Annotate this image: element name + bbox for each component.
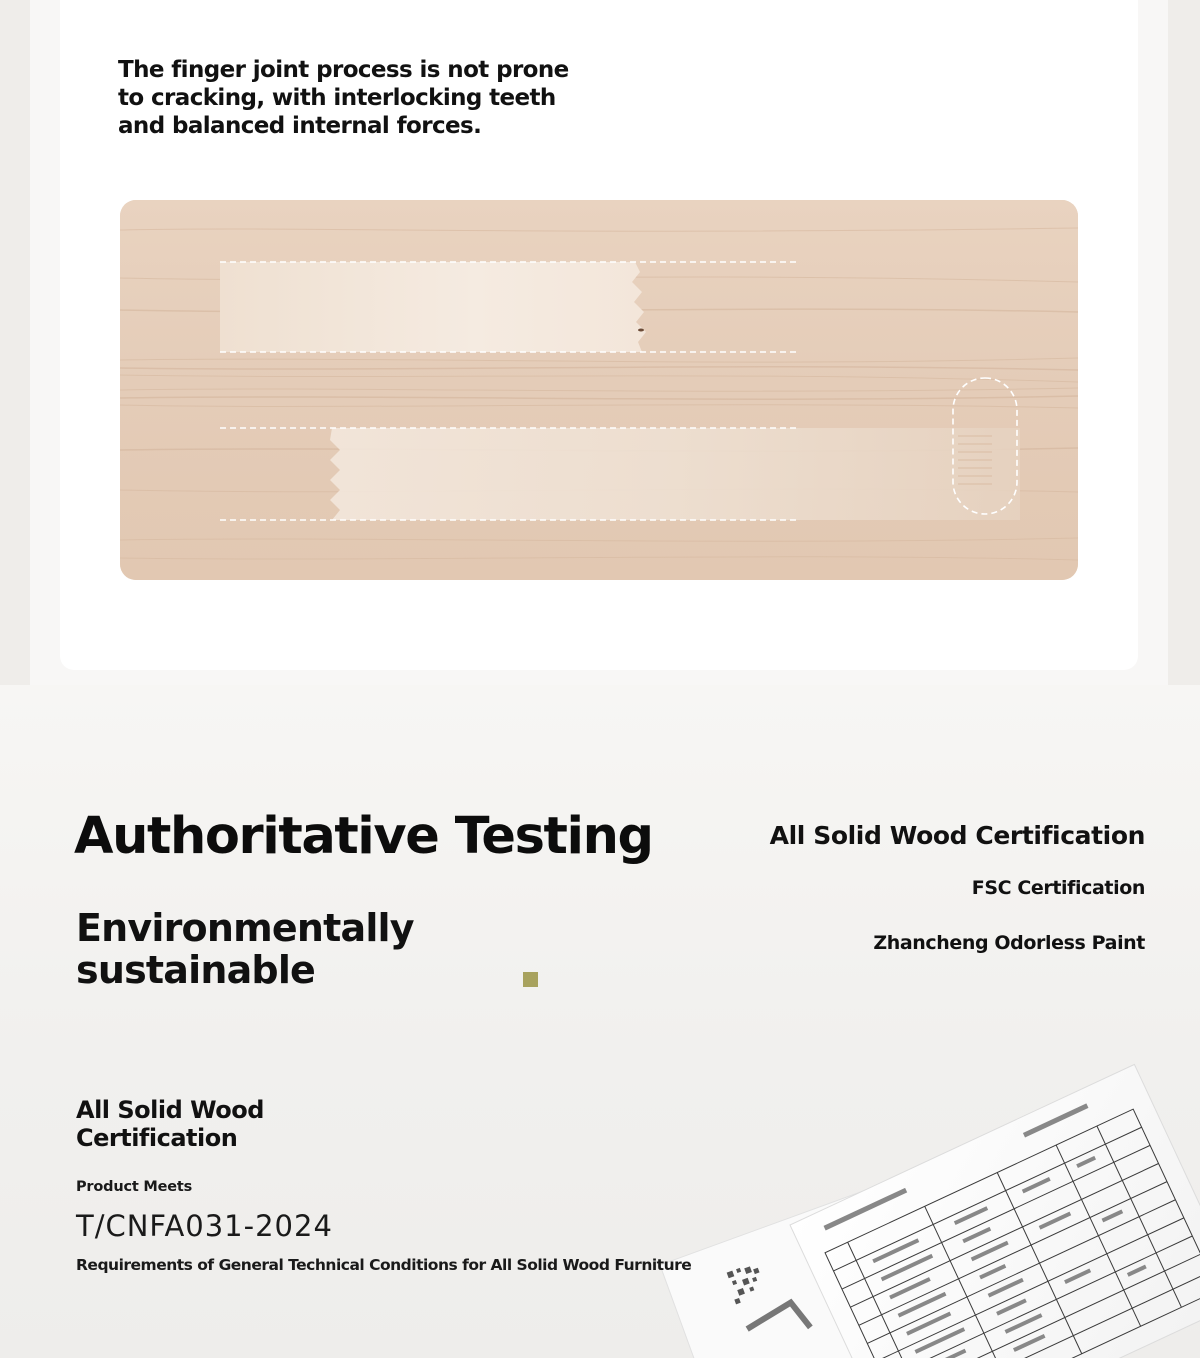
standard-description: Requirements of General Technical Conditions for All Solid Wood Furniture	[76, 1256, 692, 1274]
testing-heading: Authoritative Testing	[74, 807, 653, 866]
finger-joint-description: The finger joint process is not prone to cracking, with interlocking teeth and balanced internal forces.	[118, 57, 569, 139]
standard-code: T/CNFA031-2024	[76, 1209, 333, 1243]
finger-joint-wood-image	[120, 200, 1078, 580]
certification-item: All Solid Wood Certification	[769, 821, 1145, 850]
certification-item: Zhancheng Odorless Paint	[873, 932, 1145, 954]
standard-title: All Solid Wood Certification	[76, 1096, 264, 1152]
certificate-documents-image	[560, 1015, 1200, 1358]
product-meets-label: Product Meets	[76, 1179, 193, 1195]
testing-section	[0, 685, 1200, 1358]
wood-board-illustration	[120, 200, 1078, 580]
certification-item: FSC Certification	[971, 877, 1145, 899]
certification-list	[725, 819, 1145, 956]
sustainability-subheading: Environmentally sustainable	[76, 906, 414, 992]
accent-square	[523, 972, 538, 987]
